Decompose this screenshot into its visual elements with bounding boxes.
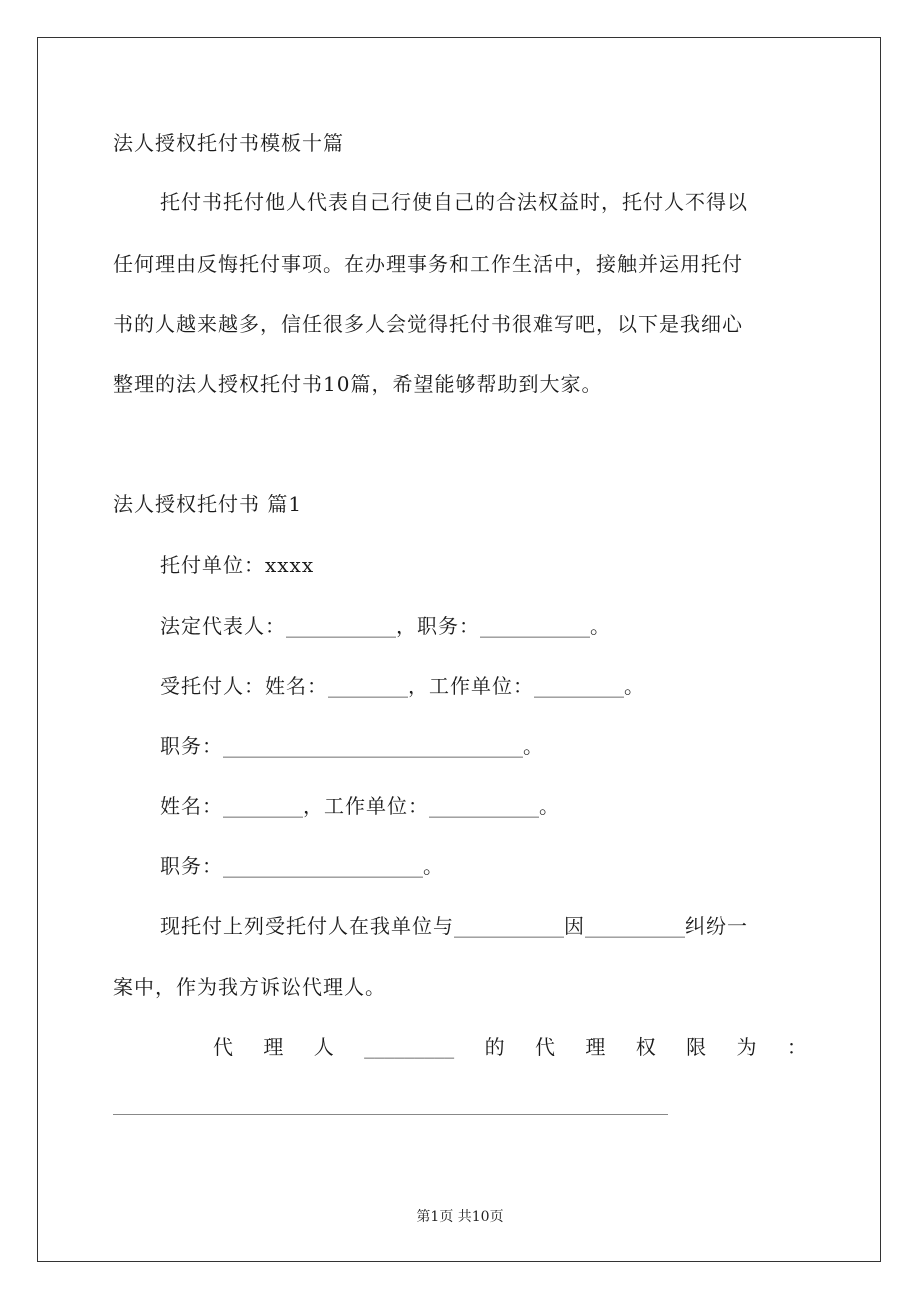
entrust-statement-line-2: 案中，作为我方诉讼代理人。 xyxy=(113,975,386,999)
period: 。 xyxy=(423,854,444,878)
document-title: 法人授权托付书模板十篇 xyxy=(113,131,344,155)
entrust-statement-line-1 xyxy=(160,914,748,938)
work-unit2-label: ，工作单位： xyxy=(303,794,429,818)
intro-line-2: 任何理由反悔托付事项。在办理事务和工作生活中，接触并运用托付 xyxy=(113,252,743,276)
period: 。 xyxy=(523,734,544,758)
position-label: ，职务： xyxy=(396,614,480,638)
name2-label: 姓名： xyxy=(160,794,223,818)
authority-char: 理 xyxy=(263,1035,284,1059)
authority-blank-line xyxy=(113,1114,668,1115)
trustee-line xyxy=(160,674,645,698)
authority-char: 代 xyxy=(534,1035,555,1059)
position-blank: ___________ xyxy=(480,614,590,638)
page-border xyxy=(37,37,881,1262)
entrust-blank1: ___________ xyxy=(454,914,564,938)
entrust-blank2: __________ xyxy=(585,914,685,938)
entrust-part3: 纠纷一 xyxy=(685,914,748,938)
section-heading: 法人授权托付书 篇1 xyxy=(113,492,303,516)
name2-blank: ________ xyxy=(223,794,303,818)
authority-char: 理 xyxy=(585,1035,606,1059)
position3-label: 职务： xyxy=(160,854,223,878)
position3-blank: ____________________ xyxy=(223,854,423,878)
trustee-label: 受托付人：姓名： xyxy=(160,674,328,698)
legal-rep-blank: ___________ xyxy=(286,614,396,638)
entrust-part2: 因 xyxy=(564,914,585,938)
trustee-position-blank: ______________________________ xyxy=(223,734,523,758)
period: 。 xyxy=(539,794,560,818)
position3-line xyxy=(160,854,444,878)
name2-line xyxy=(160,794,560,818)
legal-rep-label: 法定代表人： xyxy=(160,614,286,638)
entrusting-unit-line: 托付单位：xxxx xyxy=(160,553,315,577)
authority-agent-blank: _________ xyxy=(364,1035,455,1059)
authority-char: 人 xyxy=(313,1035,334,1059)
authority-char: 为 xyxy=(736,1035,757,1059)
intro-line-1: 托付书托付他人代表自己行使自己的合法权益时，托付人不得以 xyxy=(160,190,748,214)
page-footer: 第1页 共10页 xyxy=(416,1209,504,1225)
authority-char: 的 xyxy=(484,1035,505,1059)
trustee-position-label: 职务： xyxy=(160,734,223,758)
authority-char: 权 xyxy=(635,1035,656,1059)
intro-line-4: 整理的法人授权托付书10篇，希望能够帮助到大家。 xyxy=(113,372,603,396)
authority-line xyxy=(113,1035,807,1059)
work-unit-label: ，工作单位： xyxy=(408,674,534,698)
work-unit-blank: _________ xyxy=(534,674,624,698)
legal-rep-line xyxy=(160,614,611,638)
authority-char: 限 xyxy=(686,1035,707,1059)
trustee-position-line xyxy=(160,734,544,758)
trustee-name-blank: ________ xyxy=(328,674,408,698)
intro-line-3: 书的人越来越多，信任很多人会觉得托付书很难写吧，以下是我细心 xyxy=(113,312,743,336)
authority-char: 代 xyxy=(213,1035,233,1059)
work-unit2-blank: ___________ xyxy=(429,794,539,818)
period: 。 xyxy=(624,674,645,698)
authority-char: ： xyxy=(786,1035,807,1059)
entrust-part1: 现托付上列受托付人在我单位与 xyxy=(160,914,454,938)
period: 。 xyxy=(590,614,611,638)
